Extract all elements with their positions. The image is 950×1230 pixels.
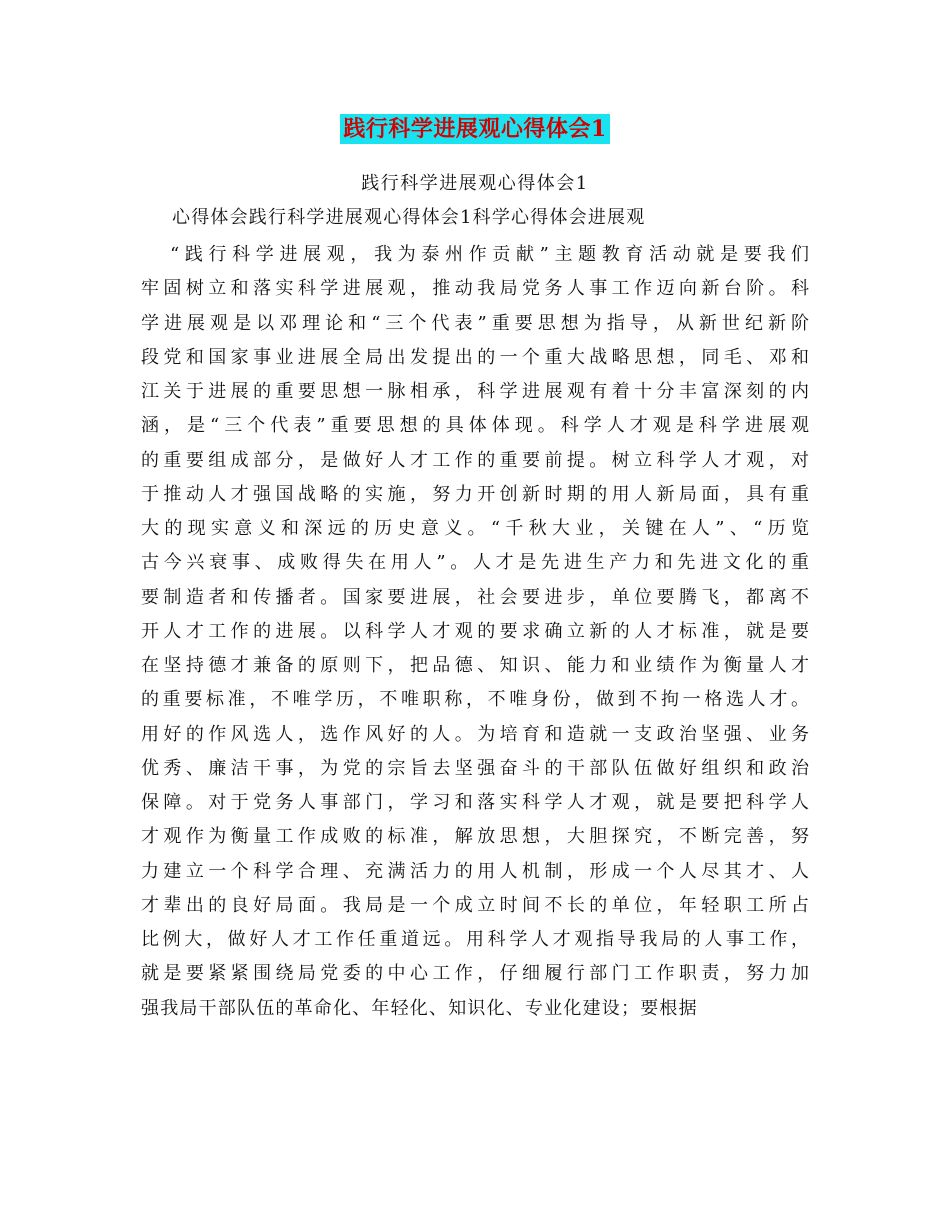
body-line: 要制造者和传播者。国家要进展，社会要进步，单位要腾飞，都离不 <box>141 586 809 608</box>
body-line: 力建立一个科学合理、充满活力的用人机制，形成一个人尽其才、人 <box>141 860 809 882</box>
body-line: 保障。对于党务人事部门，学习和落实科学人才观，就是要把科学人 <box>141 792 809 813</box>
body-line: 开人才工作的进展。以科学人才观的要求确立新的人才标准，就是要 <box>141 620 809 642</box>
body-line: 古今兴衰事、成败得失在用人”。人才是先进生产力和先进文化的重 <box>141 552 809 574</box>
body-line: 在坚持德才兼备的原则下，把品德、知识、能力和业绩作为衡量人才 <box>141 655 809 676</box>
document-subtitle: 践行科学进展观心得体会1 <box>361 173 589 194</box>
body-line: 于推动人才强国战略的实施，努力开创新时期的用人新局面，具有重 <box>141 483 809 505</box>
body-line: 学进展观是以邓理论和“三个代表”重要思想为指导，从新世纪新阶 <box>141 312 809 334</box>
body-line: 优秀、廉洁干事，为党的宗旨去坚强奋斗的干部队伍做好组织和政治 <box>141 757 809 779</box>
body-line: 比例大，做好人才工作任重道远。用科学人才观指导我局的人事工作， <box>141 929 809 950</box>
title-container <box>0 114 950 144</box>
body-line: 强我局干部队伍的革命化、年轻化、知识化、专业化建设；要根据 <box>141 997 698 1019</box>
body-line: 江关于进展的重要思想一脉相承，科学进展观有着十分丰富深刻的内 <box>141 381 809 402</box>
body-line: 牢固树立和落实科学进展观，推动我局党务人事工作迈向新台阶。科 <box>141 278 809 300</box>
body-line: 大的现实意义和深远的历史意义。“千秋大业，关键在人”、“历览 <box>141 518 809 539</box>
document-title: 践行科学进展观心得体会1 <box>340 114 609 144</box>
body-text <box>141 238 809 1026</box>
body-line: 就是要紧紧围绕局党委的中心工作，仔细履行部门工作职责，努力加 <box>141 963 809 985</box>
keywords-line: 心得体会践行科学进展观心得体会1科学心得体会进展观 <box>172 207 646 228</box>
body-line: 涵，是“三个代表”重要思想的具体体现。科学人才观是科学进展观 <box>141 415 809 437</box>
body-line: 才观作为衡量工作成败的标准，解放思想，大胆探究，不断完善，努 <box>141 826 809 848</box>
body-line: 用好的作风选人，选作风好的人。为培育和造就一支政治坚强、业务 <box>141 723 809 745</box>
body-line: 才辈出的良好局面。我局是一个成立时间不长的单位，年轻职工所占 <box>141 894 809 916</box>
body-line: 的重要标准，不唯学历，不唯职称，不唯身份，做到不拘一格选人才。 <box>141 689 809 711</box>
body-line: “践行科学进展观，我为泰州作贡献”主题教育活动就是要我们 <box>170 244 809 265</box>
body-line: 的重要组成部分，是做好人才工作的重要前提。树立科学人才观，对 <box>141 449 809 471</box>
body-line: 段党和国家事业进展全局出发提出的一个重大战略思想，同毛、邓和 <box>141 346 809 368</box>
